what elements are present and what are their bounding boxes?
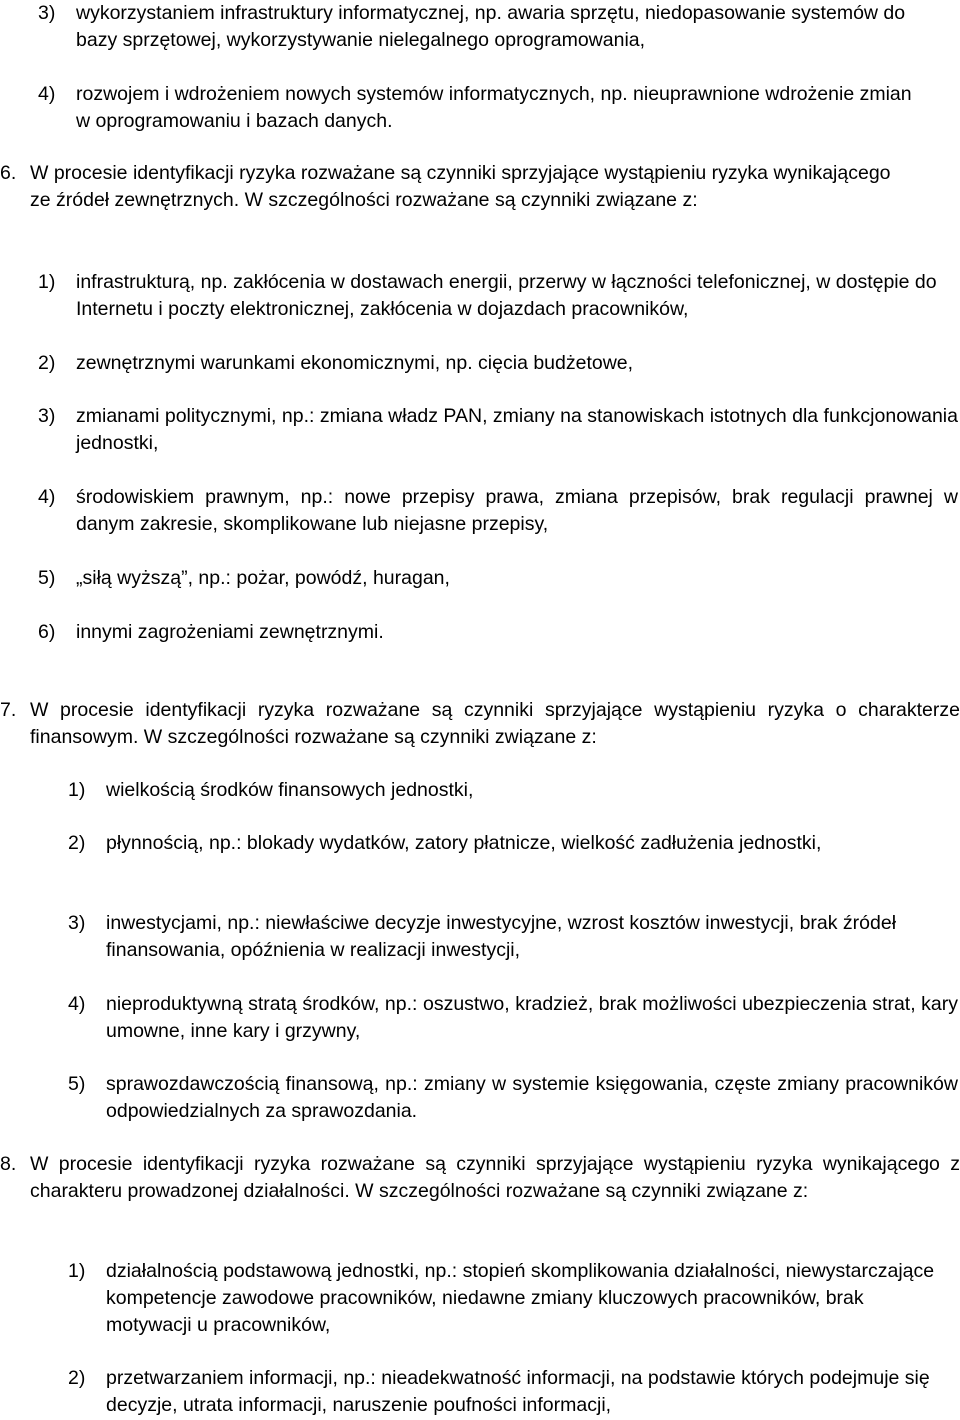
list-item-top-3 bbox=[38, 0, 918, 54]
list-number: 1) bbox=[68, 779, 86, 801]
section-7-paragraph bbox=[0, 697, 960, 751]
list-number: 3) bbox=[38, 2, 56, 24]
list-text: inwestycjami, np.: niewłaściwe decyzje inwestycyjne, wzrost kosztów inwestycji, brak źródeł finansowania, opóźnienia w realizacji inwestycji, bbox=[106, 912, 897, 961]
list-number: 1) bbox=[68, 1260, 86, 1282]
section-8-item-2 bbox=[68, 1365, 948, 1419]
section-number: 8. bbox=[0, 1153, 17, 1175]
list-number: 2) bbox=[68, 832, 86, 854]
list-text: wykorzystaniem infrastruktury informatycznej, np. awaria sprzętu, niedopasowanie systemów do bazy sprzętowej, wykorzystywanie nielegalnego oprogramowania, bbox=[76, 2, 906, 51]
section-text: W procesie identyfikacji ryzyka rozważane są czynniki sprzyjające wystąpieniu ryzyka wynikającego ze źródeł zewnętrznych. W szczególności rozważane są czynniki związane z: bbox=[30, 162, 891, 211]
section-7-item-1 bbox=[68, 777, 958, 804]
section-text: W procesie identyfikacji ryzyka rozważane są czynniki sprzyjające wystąpieniu ryzyka o charakterze finansowym. W szczególności rozważane są czynniki związane z: bbox=[30, 699, 960, 748]
list-text: nieproduktywną stratą środków, np.: oszustwo, kradzież, brak możliwości ubezpieczenia strat, kary umowne, inne kary i grzywny, bbox=[106, 993, 958, 1042]
section-number: 7. bbox=[0, 699, 17, 721]
section-6-item-6 bbox=[38, 619, 958, 646]
section-number: 6. bbox=[0, 162, 17, 184]
section-6-item-5 bbox=[38, 565, 958, 592]
list-number: 4) bbox=[38, 83, 56, 105]
list-text: wielkością środków finansowych jednostki, bbox=[106, 779, 474, 801]
list-text: sprawozdawczością finansową, np.: zmiany w systemie księgowania, częste zmiany pracowników odpowiedzialnych za sprawozdania. bbox=[106, 1073, 958, 1122]
list-text: rozwojem i wdrożeniem nowych systemów informatycznych, np. nieuprawnione wdrożenie zmian w oprogramowaniu i bazach danych. bbox=[76, 83, 912, 132]
section-6-paragraph bbox=[0, 160, 915, 214]
list-number: 3) bbox=[38, 405, 56, 427]
section-6-item-3 bbox=[38, 403, 958, 457]
list-item-top-4 bbox=[38, 81, 918, 135]
list-number: 2) bbox=[68, 1367, 86, 1389]
section-7-item-3 bbox=[68, 910, 938, 964]
list-text: płynnością, np.: blokady wydatków, zatory płatnicze, wielkość zadłużenia jednostki, bbox=[106, 832, 822, 854]
list-number: 3) bbox=[68, 912, 86, 934]
section-6-item-4 bbox=[38, 484, 958, 538]
list-number: 2) bbox=[38, 352, 56, 374]
section-7-item-5 bbox=[68, 1071, 958, 1125]
list-number: 4) bbox=[68, 993, 86, 1015]
list-text: innymi zagrożeniami zewnętrznymi. bbox=[76, 621, 384, 643]
list-number: 4) bbox=[38, 486, 56, 508]
section-7-item-4 bbox=[68, 991, 958, 1045]
list-text: zewnętrznymi warunkami ekonomicznymi, np. cięcia budżetowe, bbox=[76, 352, 634, 374]
list-number: 6) bbox=[38, 621, 56, 643]
list-number: 5) bbox=[68, 1073, 86, 1095]
section-6-item-2 bbox=[38, 350, 958, 377]
section-8-paragraph bbox=[0, 1151, 960, 1205]
list-number: 1) bbox=[38, 271, 56, 293]
section-text: W procesie identyfikacji ryzyka rozważane są czynniki sprzyjające wystąpieniu ryzyka wynikającego z charakteru prowadzonej działalności. W szczególności rozważane są czynniki związane z: bbox=[30, 1153, 960, 1202]
section-8-item-1 bbox=[68, 1258, 938, 1339]
section-7-item-2 bbox=[68, 830, 958, 857]
list-text: „siłą wyższą”, np.: pożar, powódź, huragan, bbox=[76, 567, 450, 589]
list-text: środowiskiem prawnym, np.: nowe przepisy prawa, zmiana przepisów, brak regulacji prawnej w danym zakresie, skomplikowane lub niejasne przepisy, bbox=[76, 486, 958, 535]
list-text: przetwarzaniem informacji, np.: nieadekwatność informacji, na podstawie których podejmuje się decyzje, utrata informacji, naruszenie poufności informacji, bbox=[106, 1367, 930, 1416]
list-text: infrastrukturą, np. zakłócenia w dostawach energii, przerwy w łączności telefonicznej, w dostępie do Internetu i poczty elektronicznej, zakłócenia w dojazdach pracowników, bbox=[76, 271, 937, 320]
list-text: działalnością podstawową jednostki, np.: stopień skomplikowania działalności, niewystarczające kompetencje zawodowe pracowników, niedawne zmiany kluczowych pracowników, brak motywacji u pracowników, bbox=[106, 1260, 935, 1336]
list-number: 5) bbox=[38, 567, 56, 589]
section-6-item-1 bbox=[38, 269, 958, 323]
list-text: zmianami politycznymi, np.: zmiana władz PAN, zmiany na stanowiskach istotnych dla funkcjonowania jednostki, bbox=[76, 405, 958, 454]
